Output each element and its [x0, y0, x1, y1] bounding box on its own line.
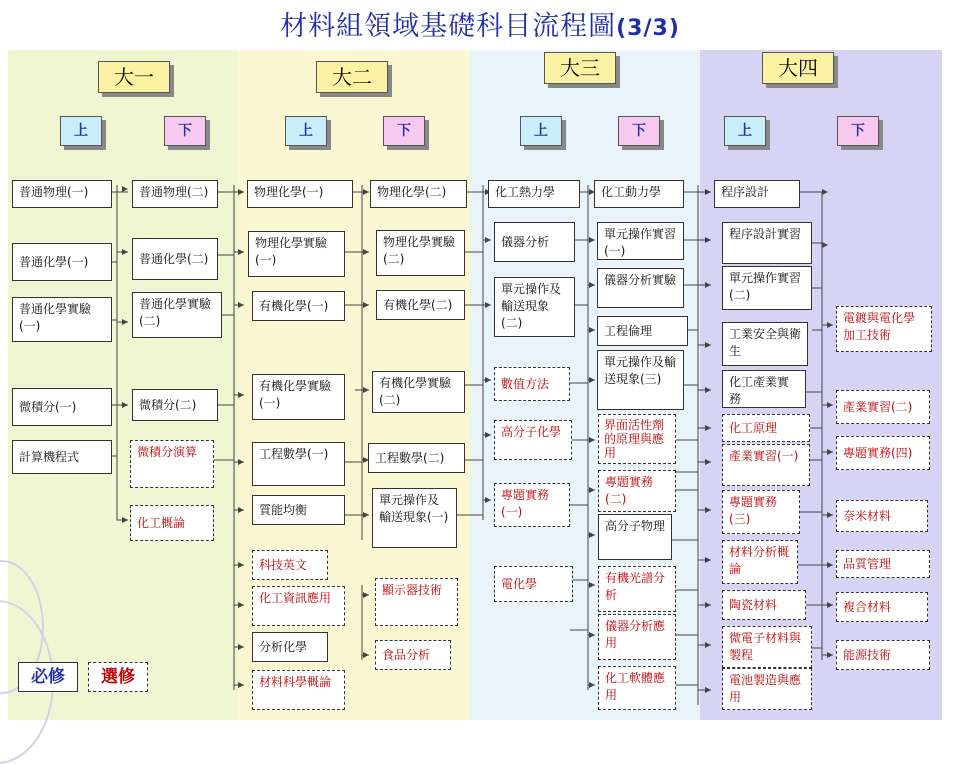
course-box: 有機化學實驗(二) — [372, 371, 465, 413]
course-box-elective: 專題實務(二) — [598, 470, 676, 512]
course-box-elective: 電化學 — [494, 566, 573, 602]
course-box: 單元操作實習(二) — [722, 266, 812, 310]
y4-down-semester: 下 — [837, 116, 879, 146]
course-box: 程序設計 — [714, 180, 800, 208]
course-box: 工業安全與衛生 — [722, 322, 808, 366]
course-box-elective: 科技英文 — [252, 550, 328, 580]
y3-down-semester: 下 — [618, 116, 660, 146]
course-box: 物理化學(一) — [247, 180, 353, 208]
year4-header: 大四 — [762, 52, 834, 84]
course-box-elective: 能源技術 — [836, 640, 930, 670]
course-box: 高分子物理 — [598, 514, 672, 560]
course-box-elective: 化工軟體應用 — [598, 666, 676, 710]
y3-up-semester: 上 — [520, 116, 562, 146]
course-box-elective: 微積分演算 — [130, 440, 214, 488]
course-box: 微積分(一) — [12, 388, 112, 426]
course-box-elective: 顯示器技術 — [375, 578, 458, 626]
course-box: 化工熱力學 — [488, 180, 580, 208]
course-box: 單元操作及輸送現象(二) — [494, 277, 575, 337]
course-box-elective: 食品分析 — [375, 640, 451, 670]
course-box: 有機化學(一) — [252, 291, 345, 321]
course-box: 化工產業實務 — [722, 370, 806, 408]
year3-header: 大三 — [544, 52, 616, 84]
year1-header: 大一 — [98, 61, 170, 93]
course-box: 普通物理(一) — [12, 180, 112, 208]
y4-up-semester: 上 — [724, 116, 766, 146]
course-box-elective: 專題實務(一) — [494, 483, 570, 527]
course-box: 普通化學實驗(二) — [132, 292, 222, 338]
course-box-elective: 電池製造與應用 — [722, 668, 812, 710]
course-box-elective: 奈米材料 — [836, 500, 928, 532]
course-box: 物理化學實驗(一) — [248, 231, 345, 277]
course-box: 物理化學(二) — [370, 180, 467, 208]
course-box: 普通物理(二) — [132, 180, 218, 208]
course-box: 單元操作及輸送現象(三) — [597, 350, 684, 410]
course-box-elective: 化工資訊應用 — [252, 586, 345, 626]
course-box: 質能均衡 — [252, 495, 345, 525]
course-box-elective: 專題實務(三) — [722, 490, 800, 534]
course-box-elective: 產業實習(一) — [722, 444, 810, 486]
course-box-elective: 材料分析概論 — [722, 540, 798, 584]
course-box: 化工動力學 — [594, 180, 684, 208]
title-text: 材料組領域基礎科目流程圖 — [280, 11, 617, 42]
year2-header: 大二 — [316, 61, 388, 93]
legend-elective: 選修 — [88, 662, 148, 692]
course-box-elective: 界面活性劑的原理與應用 — [598, 414, 676, 464]
course-box: 有機化學(二) — [376, 290, 465, 320]
course-box-elective: 專題實務(四) — [836, 436, 930, 470]
course-box: 微積分(二) — [132, 389, 218, 421]
course-box-elective: 化工原理 — [722, 414, 810, 442]
course-box: 分析化學 — [252, 632, 328, 662]
course-box: 計算機程式 — [12, 440, 112, 474]
course-box: 儀器分析 — [494, 222, 575, 262]
y2-down-semester: 下 — [383, 116, 425, 146]
course-box: 有機化學實驗(一) — [252, 374, 345, 420]
course-box-elective: 複合材料 — [836, 592, 928, 622]
course-box: 程序設計實習 — [722, 222, 812, 264]
course-box-elective: 品質管理 — [836, 550, 930, 578]
course-box: 普通化學實驗(一) — [12, 297, 112, 342]
title-page-number: (3/3) — [616, 16, 680, 41]
course-box: 工程數學(二) — [368, 443, 465, 473]
course-box-elective: 化工概論 — [130, 505, 214, 541]
course-box: 普通化學(一) — [12, 243, 112, 281]
course-box: 工程數學(一) — [252, 442, 345, 486]
course-box: 普通化學(二) — [132, 238, 218, 280]
course-box: 工程倫理 — [597, 316, 688, 346]
course-box: 單元操作實習(一) — [597, 222, 684, 260]
course-box-elective: 微電子材料與製程 — [722, 626, 812, 668]
legend-required: 必修 — [18, 662, 78, 692]
course-box-elective: 產業實習(二) — [836, 390, 930, 424]
course-box: 物理化學實驗(二) — [376, 230, 465, 276]
course-box-elective: 陶瓷材料 — [722, 590, 806, 620]
course-box-elective: 電鍍與電化學加工技術 — [836, 306, 932, 352]
course-box-elective: 儀器分析應用 — [598, 614, 676, 660]
course-box-elective: 數值方法 — [494, 367, 570, 401]
y2-up-semester: 上 — [285, 116, 327, 146]
page-title — [0, 4, 960, 43]
course-box-elective: 材料科學概論 — [252, 670, 345, 710]
course-box: 單元操作及輸送現象(一) — [372, 488, 457, 548]
y1-down-semester: 下 — [164, 116, 206, 146]
course-box-elective: 高分子化學 — [494, 420, 572, 460]
y1-up-semester: 上 — [60, 116, 102, 146]
course-box: 儀器分析實驗 — [597, 268, 684, 308]
course-box-elective: 有機光譜分析 — [598, 566, 676, 612]
